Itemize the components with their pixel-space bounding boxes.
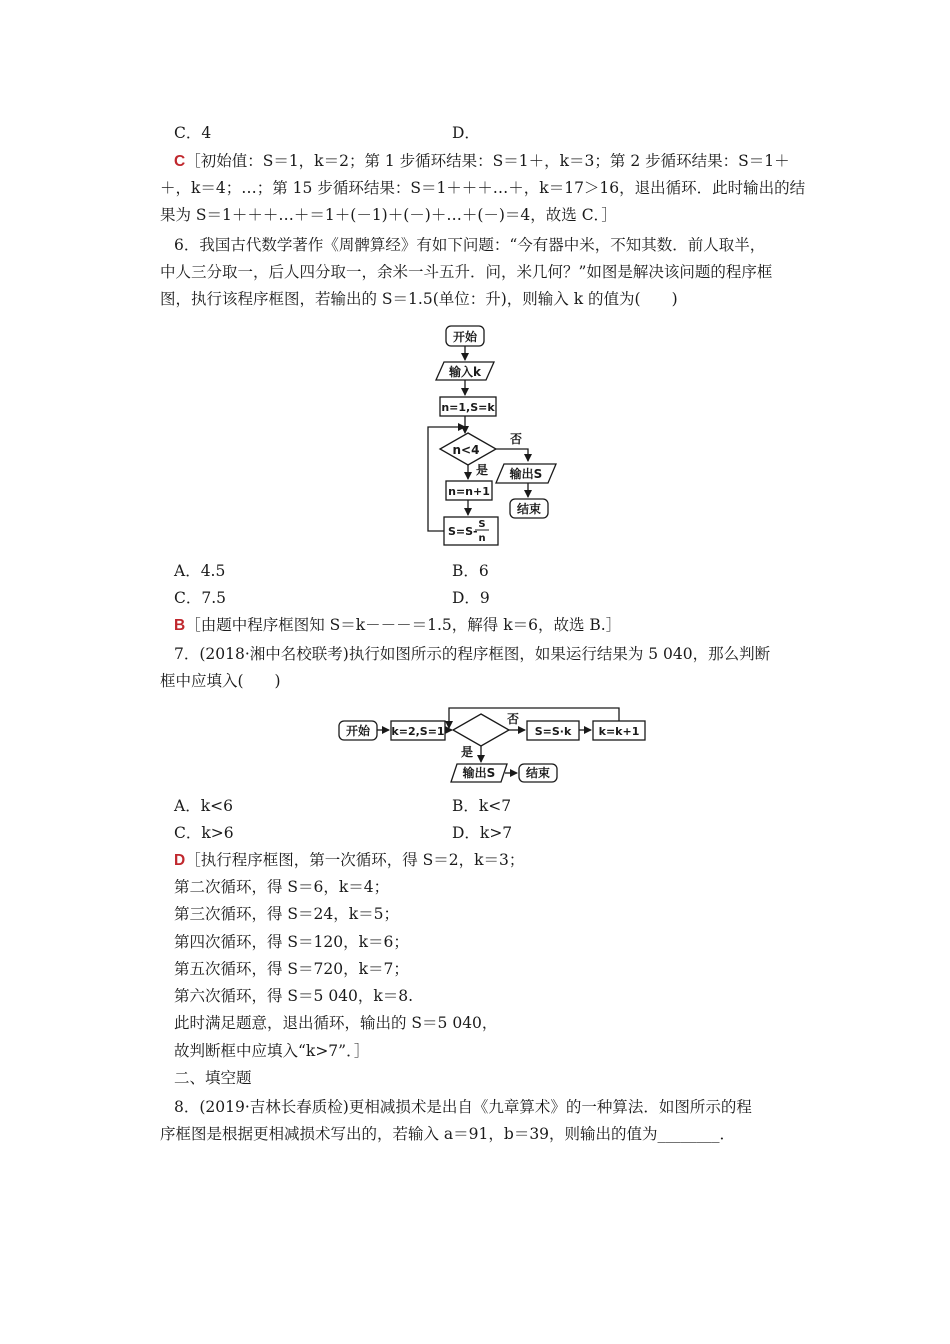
q7-stem-line2: 框中应填入( ) bbox=[160, 672, 281, 690]
q7-solution-line4: 第四次循环，得 S＝120，k＝6； bbox=[174, 933, 409, 951]
q6-increment-label: n=n+1 bbox=[448, 485, 490, 498]
q6-output-label: 输出S bbox=[509, 467, 543, 481]
q7-solution-line1: D［执行程序框图，第一次循环，得 S＝2，k＝3； bbox=[174, 851, 525, 869]
q7-increment-label: k=k+1 bbox=[598, 725, 640, 738]
q7-no-label: 否 bbox=[507, 712, 520, 726]
q8-stem-line2: 序框图是根据更相减损术写出的，若输入 a＝91，b＝39，则输出的值为________． bbox=[160, 1125, 736, 1143]
q6-option-a: A．4.5 bbox=[174, 562, 226, 580]
q6-answer-letter: B bbox=[174, 617, 186, 634]
q5-option-d: D． bbox=[452, 124, 480, 142]
q7-option-c: C．k>6 bbox=[174, 824, 234, 842]
q7-condition-node bbox=[453, 714, 509, 746]
q7-option-b: B．k<7 bbox=[452, 797, 512, 815]
q7-stem-line1: 7．(2018·湘中名校联考)执行如图所示的程序框图，如果运行结果为 5 040，那么判断 bbox=[174, 645, 771, 663]
q5-answer-letter: C bbox=[174, 153, 186, 170]
q5-solution-line3: 果为 S＝1＋＋＋…＋＝1＋(－1)＋(－)＋…＋(－)＝4，故选 C．］ bbox=[160, 206, 617, 224]
q7-option-a: A．k<6 bbox=[174, 797, 233, 815]
q5-solution-line2: ＋，k＝4；…；第 15 步循环结果：S＝1＋＋＋…＋，k＝17＞16，退出循环．此时输出的结 bbox=[160, 179, 806, 197]
q6-update-numerator: S bbox=[478, 519, 486, 530]
q6-update-lhs: S=S- bbox=[448, 525, 478, 538]
q6-stem-line2: 中人三分取一，后人四分取一，余米一斗五升．问，米几何？”如图是解决该问题的程序框 bbox=[160, 263, 773, 281]
q7-init-label: k=2,S=1 bbox=[391, 725, 445, 738]
q6-option-b: B．6 bbox=[452, 562, 489, 580]
q6-start-label: 开始 bbox=[452, 330, 478, 344]
q7-multiply-label: S=S·k bbox=[534, 725, 572, 738]
q7-output-label: 输出S bbox=[462, 766, 496, 780]
q7-solution-line6: 第六次循环，得 S＝5 040，k＝8. bbox=[174, 987, 414, 1005]
q6-stem-line1: 6．我国古代数学著作《周髀算经》有如下问题：“今有器中米，不知其数．前人取半， bbox=[174, 236, 766, 254]
q7-start-label: 开始 bbox=[345, 724, 371, 738]
q6-stem-line3: 图，执行该程序框图，若输出的 S＝1.5(单位：升)，则输入 k 的值为( ) bbox=[160, 290, 678, 308]
q6-yes-label: 是 bbox=[476, 463, 489, 477]
q7-solution-line7: 此时满足题意，退出循环，输出的 S＝5 040， bbox=[174, 1014, 498, 1032]
q7-flowchart bbox=[335, 700, 655, 790]
q7-answer-letter: D bbox=[174, 852, 186, 869]
q6-update-denominator: n bbox=[478, 533, 486, 544]
q5-option-c: C．4 bbox=[174, 124, 212, 142]
q6-option-c: C．7.5 bbox=[174, 589, 227, 607]
q7-solution-line2: 第二次循环，得 S＝6，k＝4； bbox=[174, 878, 390, 896]
q6-input-label: 输入k bbox=[449, 365, 481, 379]
q7-end-label: 结束 bbox=[525, 766, 551, 780]
q7-solution-line8: 故判断框中应填入“k>7”．］ bbox=[174, 1042, 370, 1060]
q7-solution-line5: 第五次循环，得 S＝720，k＝7； bbox=[174, 960, 409, 978]
q6-flowchart bbox=[420, 322, 610, 552]
q5-solution-line1: C［初始值：S＝1，k＝2；第 1 步循环结果：S＝1＋，k＝3；第 2 步循环结果：S＝1＋ bbox=[174, 152, 790, 170]
q7-option-d: D．k>7 bbox=[452, 824, 513, 842]
q6-option-d: D．9 bbox=[452, 589, 490, 607]
section-heading: 二、填空题 bbox=[174, 1069, 252, 1087]
q7-yes-label: 是 bbox=[461, 745, 474, 759]
q6-solution: B［由题中程序框图知 S＝k－－－＝1.5，解得 k＝6，故选 B.］ bbox=[174, 616, 622, 634]
q6-end-label: 结束 bbox=[516, 502, 542, 516]
q6-init-label: n=1,S=k bbox=[441, 401, 495, 414]
q7-solution-line3: 第三次循环，得 S＝24，k＝5； bbox=[174, 905, 400, 923]
q6-condition-label: n<4 bbox=[452, 443, 480, 457]
q6-no-label: 否 bbox=[510, 432, 523, 446]
q8-stem-line1: 8．(2019·吉林长春质检)更相减损术是出自《九章算术》的一种算法．如图所示的程 bbox=[174, 1098, 752, 1116]
